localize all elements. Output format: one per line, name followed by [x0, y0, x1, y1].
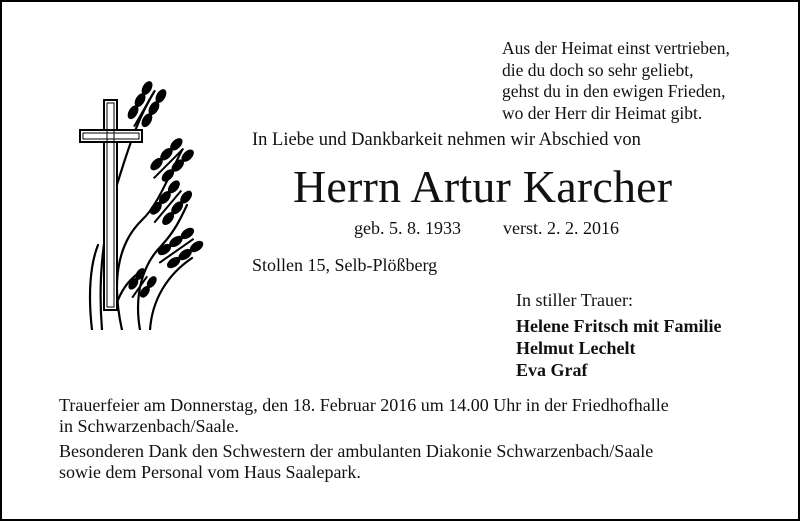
mourning-label: In stiller Trauer: — [516, 290, 633, 310]
funeral-line: in Schwarzenbach/Saale. — [59, 416, 239, 436]
cross-with-wheat-icon — [62, 80, 232, 330]
deceased-name: Herrn Artur Karcher — [293, 161, 673, 212]
thanks-line: sowie dem Personal vom Haus Saalepark. — [59, 462, 361, 482]
poem — [502, 38, 730, 124]
poem-line: wo der Herr dir Heimat gibt. — [502, 102, 703, 123]
mourners-list — [516, 315, 721, 381]
funeral-line: Trauerfeier am Donnerstag, den 18. Februar 2016 um 14.00 Uhr in der Friedhofhalle — [59, 395, 669, 415]
birth-date: geb. 5. 8. 1933 — [354, 218, 461, 238]
poem-line: gehst du in den ewigen Frieden, — [502, 81, 726, 101]
mourner-name: Eva Graf — [516, 360, 588, 380]
thanks-text — [59, 441, 653, 483]
life-dates — [354, 218, 619, 239]
death-date: verst. 2. 2. 2016 — [503, 218, 619, 238]
mourner-name: Helene Fritsch mit Familie — [516, 316, 722, 336]
funeral-info — [59, 395, 669, 437]
poem-line: die du doch so sehr geliebt, — [502, 59, 694, 80]
poem-line: Aus der Heimat einst vertrieben, — [502, 38, 730, 58]
intro-text: In Liebe und Dankbarkeit nehmen wir Abschied von — [252, 130, 641, 150]
mourner-name: Helmut Lechelt — [516, 338, 636, 358]
deceased-address: Stollen 15, Selb-Plößberg — [252, 255, 438, 275]
thanks-line: Besonderen Dank den Schwestern der ambulanten Diakonie Schwarzenbach/Saale — [59, 441, 654, 461]
